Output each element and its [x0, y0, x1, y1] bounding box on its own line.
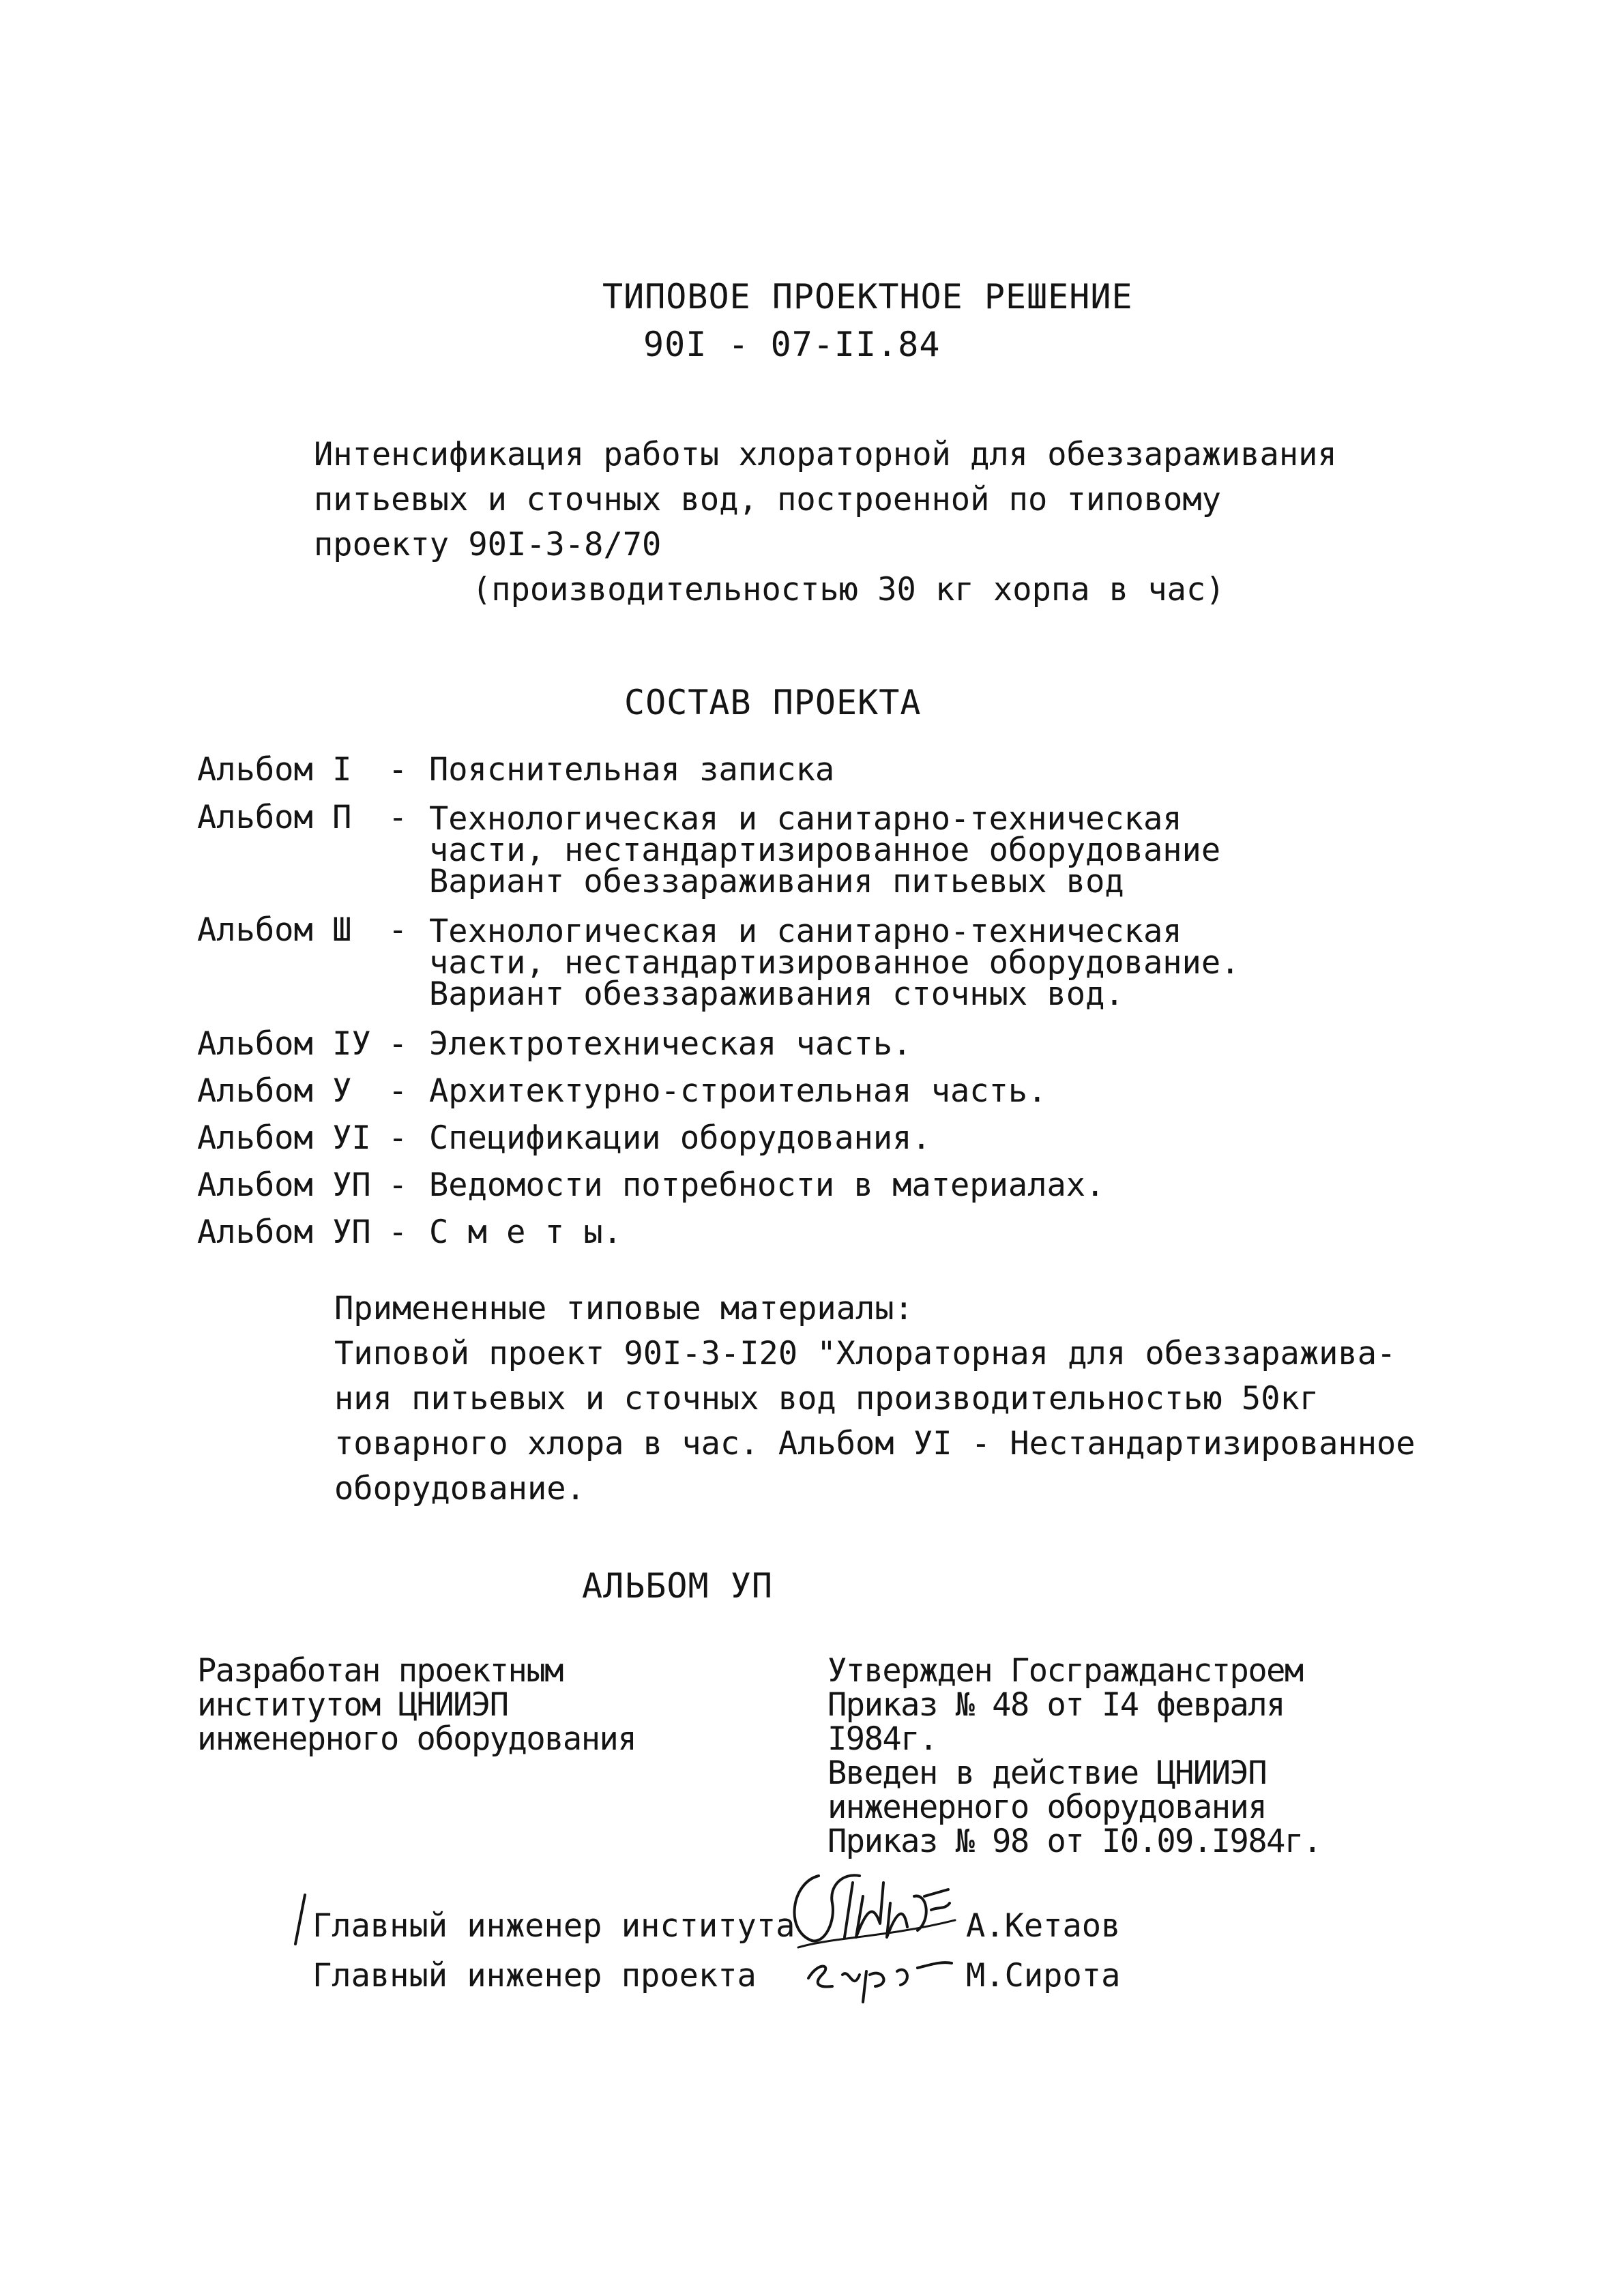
margin-tick-mark: [290, 1889, 310, 1951]
album-description: [429, 1163, 1104, 1208]
approval-line: инженерного оборудования: [827, 1789, 1267, 1826]
album-description: [429, 800, 1221, 900]
developed-by: [197, 1654, 636, 1756]
approval-line: Утвержден Госгражданстроем: [827, 1652, 1303, 1690]
album-dash: -: [388, 751, 408, 789]
album-description-line: Технологическая и санитарно-техническая: [429, 800, 1182, 838]
album-description-line: Электротехническая часть.: [429, 1025, 912, 1063]
album-dash: -: [388, 1072, 408, 1110]
album-dash: -: [388, 1025, 408, 1063]
album-dash: -: [388, 1213, 408, 1251]
album-description: [429, 913, 1240, 1013]
approval-order-line: Приказ № 98 от I0.09.I984г.: [827, 1823, 1321, 1860]
applied-materials-heading: Примененные типовые материалы:: [334, 1290, 913, 1327]
developed-by-line: институтом ЦНИИЭП: [197, 1686, 508, 1724]
album-description-line: Технологическая и санитарно-техническая: [429, 913, 1182, 950]
signature-name: А.Кетаов: [966, 1907, 1121, 1945]
approval-line: I984г.: [827, 1720, 937, 1758]
project-number: 90I - 07-II.84: [643, 325, 941, 364]
developed-by-line: инженерного оборудования: [197, 1720, 636, 1758]
album-dash: -: [388, 911, 408, 949]
project-description: [314, 432, 1337, 613]
album-description: [429, 1022, 911, 1067]
approval-line: Введен в действие ЦНИИЭП: [827, 1754, 1267, 1792]
album-label: Альбом Ш: [197, 911, 352, 949]
signature-role: Главный инженер института: [312, 1907, 795, 1945]
document-title: ТИПОВОЕ ПРОЕКТНОЕ РЕШЕНИЕ: [602, 277, 1133, 317]
approval-line: Приказ № 48 от I4 февраля: [827, 1686, 1285, 1724]
approval-block: [827, 1654, 1321, 1859]
applied-materials-line: ния питьевых и сточных вод производительностью 50кг: [334, 1380, 1319, 1417]
album-dash: -: [388, 1166, 408, 1204]
description-line: (производительностью 30 кг хорпа в час): [472, 571, 1225, 608]
album-description-line: С м е т ы.: [429, 1213, 622, 1251]
album-description-line: Пояснительная записка: [429, 751, 835, 789]
description-line: питьевых и сточных вод, построенной по типовому: [314, 481, 1221, 518]
album-dash: -: [388, 799, 408, 836]
album-description-line: части, нестандартизированное оборудование.: [429, 944, 1240, 982]
album-label: Альбом У: [197, 1072, 352, 1110]
album-description: [429, 1069, 1046, 1114]
description-line: Интенсификация работы хлораторной для обеззараживания: [314, 436, 1337, 473]
album-title: АЛЬБОМ УП: [582, 1566, 773, 1606]
album-description: [429, 748, 834, 793]
description-line: проекту 90I-3-8/70: [314, 526, 662, 563]
album-label: Альбом УI: [197, 1119, 371, 1157]
album-description-line: Архитектурно-строительная часть.: [429, 1072, 1047, 1110]
developed-by-line: Разработан проектным: [197, 1652, 563, 1690]
applied-materials-line: Типовой проект 90I-3-I20 "Хлораторная для обеззаражива-: [334, 1335, 1396, 1372]
album-description: [429, 1210, 622, 1255]
album-label: Альбом УП: [197, 1166, 371, 1204]
album-dash: -: [388, 1119, 408, 1157]
album-label: Альбом УП: [197, 1213, 371, 1251]
applied-materials-line: товарного хлора в час. Альбом УI - Нестандартизированное: [334, 1425, 1416, 1462]
album-description: [429, 1116, 931, 1161]
album-description-line: части, нестандартизированное оборудование: [429, 831, 1221, 869]
signature-role: Главный инженер проекта: [312, 1957, 757, 1995]
album-description-line: Вариант обеззараживания сточных вод.: [429, 975, 1124, 1013]
applied-materials-line: оборудование.: [334, 1470, 585, 1507]
composition-heading: СОСТАВ ПРОЕКТА: [624, 683, 922, 722]
album-label: Альбом П: [197, 799, 352, 836]
album-description-line: Вариант обеззараживания питьевых вод: [429, 863, 1124, 900]
album-description-line: Ведомости потребности в материалах.: [429, 1166, 1105, 1204]
applied-materials: [334, 1286, 1416, 1512]
signature-name: М.Сирота: [966, 1957, 1121, 1995]
handwritten-signature: [795, 1937, 972, 2012]
album-description-line: Спецификации оборудования.: [429, 1119, 931, 1157]
album-label: Альбом IУ: [197, 1025, 371, 1063]
album-label: Альбом I: [197, 751, 352, 789]
